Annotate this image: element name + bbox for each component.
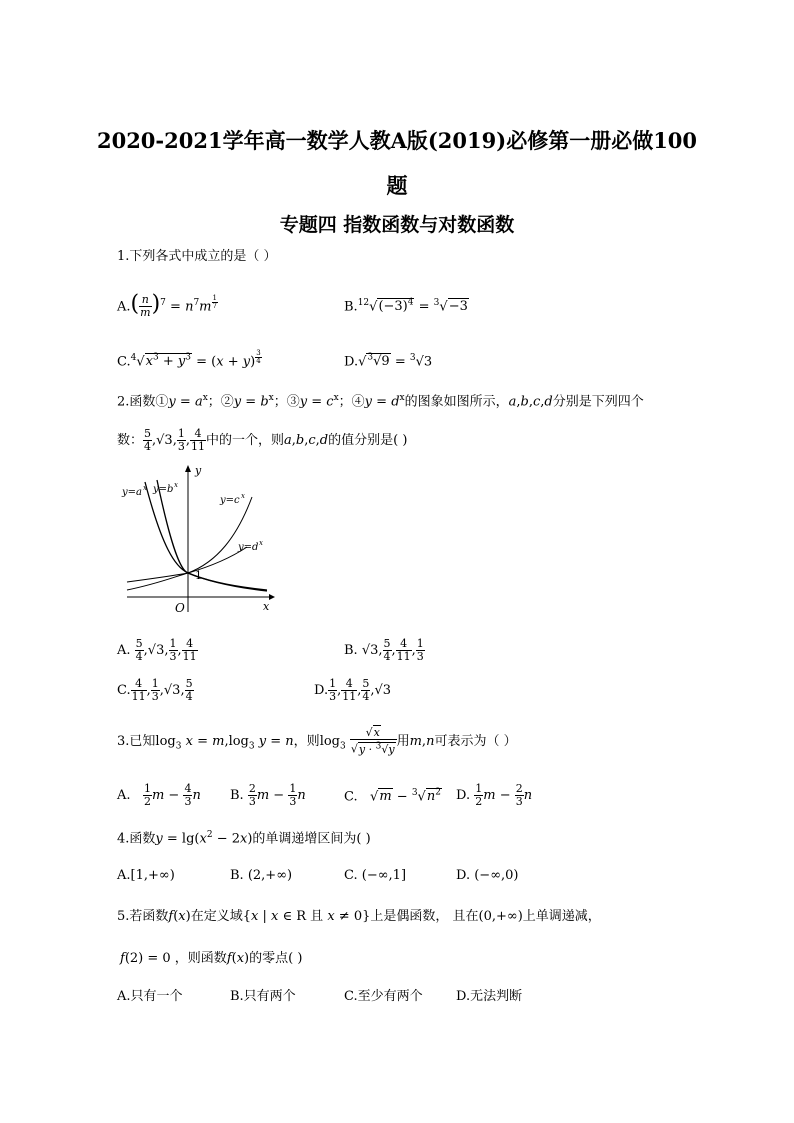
q3-option-a: A. $\frac{1}{2}$ m − $\frac{4}{3}$ n <box>117 782 201 808</box>
document-title: 2020-2021学年高一数学人教A版(2019)必修第一册必做100 <box>96 128 698 153</box>
q2-option-a: A. $\frac{5}{4}$ ,√3, $\frac{1}{3}$ , $\frac{4}{11}$ <box>117 637 197 663</box>
q4-option-a: A.[1,+∞) <box>117 868 175 883</box>
q5-option-b: B.只有两个 <box>230 989 296 1004</box>
q4-option-d: D. (−∞,0) <box>456 868 519 883</box>
label-curve-c-sup: x <box>241 492 245 500</box>
label-curve-c: y=c <box>220 495 240 506</box>
q4-option-b: B. (2,+∞) <box>230 868 293 883</box>
label-one: 1 <box>195 569 202 582</box>
q2-stem-line1: 2.函数①y = $a^x$；②y = $b^x$；③y = $c^x$；④y = $d^x$的图象如图所示，a,b,c,d分别是下列四个 <box>117 393 644 410</box>
document-title-continued: 题 <box>386 173 408 198</box>
q3-stem: 3.已知$\log_3 x = m,\log_3$ y = n，则$\log_3$ $\frac{√x}{√y \cdot ^3√y}$ 用m,n可表示为（ ） <box>117 726 517 756</box>
label-x-axis: x <box>263 600 270 613</box>
q5-option-c: C.至少有两个 <box>344 989 423 1004</box>
label-curve-d: y=d <box>238 542 259 553</box>
q3-option-d: D. $\frac{1}{2}$ m − $\frac{2}{3}$ n <box>456 782 533 808</box>
exponential-graph-figure <box>117 462 277 617</box>
label-curve-a: y=a <box>122 487 142 498</box>
curve-a <box>145 482 267 591</box>
q2-option-c: C. $\frac{4}{11}$ , $\frac{1}{3}$ ,√3, $\frac{5}{4}$ <box>117 677 193 703</box>
q5-stem-line1: 5.若函数f(x)在定义域{x | x ∈ R 且 x ≠ 0}上是偶函数， 且在(0,+∞)上单调递减， <box>117 909 601 924</box>
x-axis-arrow <box>269 594 275 600</box>
q4-option-c: C. (−∞,1] <box>344 868 407 883</box>
q2-option-b: B. √3, $\frac{5}{4}$ , $\frac{4}{11}$ , $\frac{1}{3}$ <box>344 637 424 663</box>
q3-option-b: B. $\frac{2}{3}$ m − $\frac{1}{3}$ n <box>230 782 306 808</box>
q5-stem-line2: f(2) = 0 ，则函数f(x)的零点( ) <box>120 951 303 966</box>
q3-option-c: C. $√m - ^3√n^2$ <box>344 788 441 805</box>
label-y-axis: y <box>195 464 202 477</box>
q5-option-d: D.无法判断 <box>456 989 523 1004</box>
q1-option-c: $C.^4√x^3 + y^3 = (x + y)$ $^{\frac{3}{4}}$ <box>117 349 261 370</box>
label-curve-d-sup: x <box>259 539 263 547</box>
y-axis-arrow <box>185 465 191 472</box>
label-curve-b: y=b <box>153 484 174 495</box>
q2-stem-line2: 数： $\frac{5}{4}$ ,√3, $\frac{1}{3}$ , $\frac{4}{11}$ 中的一个，则a,b,c,d的值分别是( ) <box>117 427 408 453</box>
q1-option-d: D.√$^3$√9 = $^3$√3 <box>344 353 433 370</box>
curve-c <box>127 497 252 590</box>
q2-option-d: D. $\frac{1}{3}$ , $\frac{4}{11}$ , $\frac{5}{4}$ ,√3 <box>314 677 392 703</box>
curve-d <box>127 547 247 582</box>
label-curve-b-sup: x <box>174 481 178 489</box>
q1-option-b: $B.^{12}√(-3)^4 = ^3√-3$ <box>344 298 468 315</box>
q5-option-a: A.只有一个 <box>117 989 183 1004</box>
q1-option-a: A.( $\frac{n}{m}$ )$^7 = n^7m$ $^{\frac{1}{7}}$ <box>117 291 217 320</box>
label-origin: O <box>175 601 185 615</box>
q4-stem: 4.函数$y = \lg(x^2 - 2x)$的单调递增区间为( ) <box>117 830 371 847</box>
q1-stem: 1.下列各式中成立的是（ ） <box>117 249 277 264</box>
label-curve-a-sup: x <box>143 484 147 492</box>
section-title: 专题四 指数函数与对数函数 <box>279 214 515 236</box>
curve-b <box>157 480 267 590</box>
